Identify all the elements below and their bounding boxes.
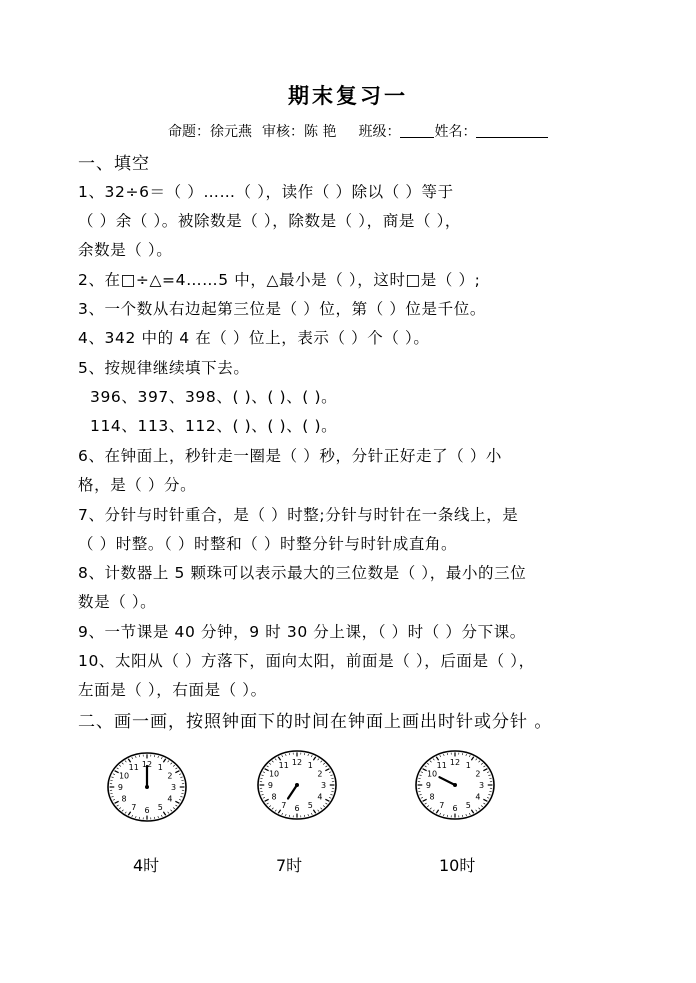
- clock-number: 7: [131, 803, 137, 813]
- class-blank[interactable]: [400, 123, 434, 138]
- clock-number: 6: [144, 806, 150, 816]
- clock-number: 8: [429, 792, 435, 802]
- section-draw: 二、画一画，按照钟面下的时间在钟面上画出时针或分针 。: [78, 712, 553, 732]
- clock-number: 10: [118, 771, 130, 781]
- reviewer-text: 审核：陈 艳: [262, 124, 337, 140]
- question-line: 7、分针与时针重合，是（ ）时整;分针与时针在一条线上，是: [78, 506, 519, 524]
- clock-center: [295, 783, 299, 787]
- sequence-line: 114、113、112、( )、( )、( )。: [90, 417, 338, 435]
- clock-number: 7: [439, 801, 445, 811]
- name-label: 姓名：: [434, 124, 477, 140]
- clock-number: 5: [157, 803, 163, 813]
- clock-number: 6: [452, 804, 458, 814]
- clock-face-2[interactable]: [256, 749, 338, 821]
- clock-number: 1: [157, 762, 163, 772]
- clock-number: 12: [291, 757, 303, 767]
- question-line: 2、在□÷△=4……5 中，△最小是（ ），这时□是（ ）;: [78, 271, 481, 289]
- question-line: 5、按规律继续填下去。: [78, 359, 250, 377]
- clock-number: 11: [128, 762, 139, 772]
- header-meta: [168, 121, 548, 141]
- question-line: 数是（ ）。: [78, 593, 157, 611]
- question-line: （ ）余（ ）。被除数是（ ），除数是（ ），商是（ ），: [78, 212, 462, 230]
- clock-number: 5: [307, 801, 313, 811]
- question-line: 3、一个数从右边起第三位是（ ）位，第（ ）位是千位。: [78, 300, 486, 318]
- question-line: 9、一节课是 40 分钟，9 时 30 分上课，（ ）时（ ）分下课。: [78, 623, 526, 641]
- question-line: 1、32÷6＝（ ）……（ ），读作（ ）除以（ ）等于: [78, 183, 454, 201]
- clock-number: 1: [307, 760, 313, 770]
- clock-number: 7: [281, 801, 287, 811]
- clock-number: 10: [426, 769, 438, 779]
- section-fill-blank: 一、填空: [78, 154, 150, 174]
- clock-face-3[interactable]: [414, 749, 496, 821]
- question-line: 左面是（ ），右面是（ ）。: [78, 681, 267, 699]
- question-line: 格，是（ ）分。: [78, 476, 197, 494]
- clock-number: 8: [121, 794, 127, 804]
- clock-number: 11: [278, 760, 289, 770]
- clock-label-3: 10时: [439, 856, 476, 875]
- clock-number: 2: [475, 769, 481, 779]
- clock-number: 10: [268, 769, 280, 779]
- clock-face-1[interactable]: [106, 751, 188, 823]
- question-line: 10、太阳从（ ）方落下，面向太阳，前面是（ ），后面是（ ），: [78, 652, 535, 670]
- clock-number: 12: [141, 759, 153, 769]
- clock-number: 4: [317, 792, 323, 802]
- class-label: 班级：: [358, 124, 401, 140]
- question-line: 8、计数器上 5 颗珠可以表示最大的三位数是（ ），最小的三位: [78, 564, 527, 582]
- clock-number: 3: [320, 781, 327, 790]
- question-line: （ ）时整。（ ）时整和（ ）时整分针与时针成直角。: [78, 535, 458, 553]
- clock-center: [453, 783, 457, 787]
- page-title: 期末复习一: [288, 84, 408, 108]
- clock-number: 8: [271, 792, 277, 802]
- sequence-line: 396、397、398、( )、( )、( )。: [90, 388, 338, 406]
- clock-number: 1: [465, 760, 471, 770]
- name-blank[interactable]: [476, 123, 548, 138]
- clock-label-1: 4时: [133, 856, 160, 875]
- clock-number: 6: [294, 804, 300, 814]
- clock-number: 2: [317, 769, 323, 779]
- clock-number: 3: [170, 783, 177, 792]
- clock-number: 3: [478, 781, 485, 790]
- clock-center: [145, 785, 149, 789]
- clock-number: 9: [267, 781, 274, 790]
- clock-number: 2: [167, 771, 173, 781]
- question-line: 余数是（ ）。: [78, 241, 173, 259]
- question-line: 6、在钟面上，秒针走一圈是（ ）秒，分针正好走了（ ）小: [78, 447, 503, 465]
- clock-number: 9: [425, 781, 432, 790]
- question-line: 4、342 中的 4 在（ ）位上，表示（ ）个（ ）。: [78, 329, 430, 347]
- clock-number: 5: [465, 801, 471, 811]
- clock-number: 4: [167, 794, 173, 804]
- clock-number: 4: [475, 792, 481, 802]
- clock-number: 12: [449, 757, 461, 767]
- clock-number: 9: [117, 783, 124, 792]
- clock-number: 11: [436, 760, 447, 770]
- author-text: 命题：徐元燕: [168, 124, 252, 140]
- clock-label-2: 7时: [276, 856, 303, 875]
